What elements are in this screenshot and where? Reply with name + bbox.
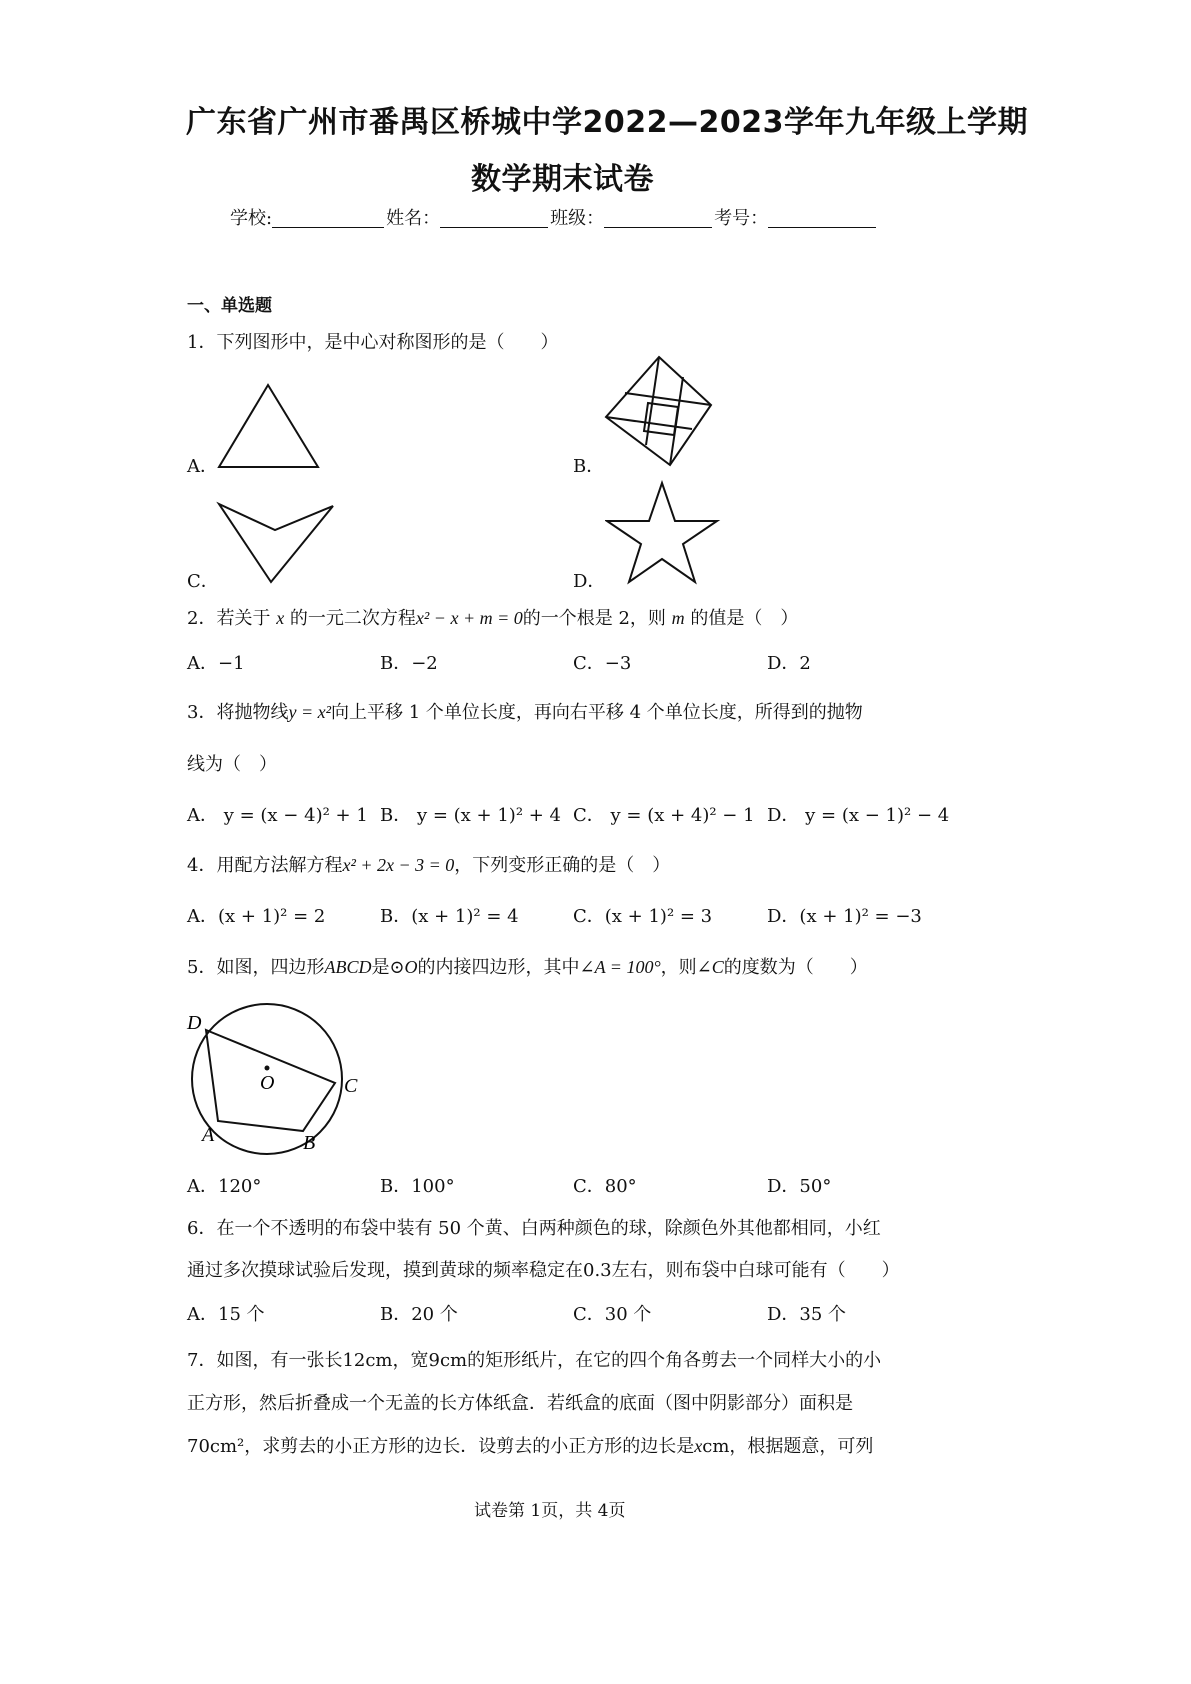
q2-var-m: m bbox=[671, 608, 685, 628]
q2-option-c[interactable]: C．−3 bbox=[573, 653, 632, 674]
q5-text-a: 5．如图，四边形 bbox=[187, 957, 325, 978]
q2-text-c: 的一个根是 2，则 bbox=[522, 608, 666, 629]
star-figure bbox=[605, 480, 721, 586]
q5-option-a[interactable]: A．120° bbox=[187, 1176, 262, 1197]
q5-option-d[interactable]: D．50° bbox=[767, 1176, 832, 1197]
label-a: A bbox=[202, 1124, 215, 1146]
triangle-figure bbox=[215, 382, 321, 470]
q2-text-b: 的一元二次方程 bbox=[289, 608, 416, 629]
q2-text-d: 的值是（ ） bbox=[690, 608, 799, 629]
q4-option-c[interactable]: C．(x + 1)² = 3 bbox=[573, 906, 713, 927]
q7-text-b: cm，根据题意，可列 bbox=[702, 1436, 874, 1457]
q5-angle-c: C bbox=[711, 957, 724, 977]
q6-option-b[interactable]: B．20 个 bbox=[380, 1304, 458, 1325]
q1-option-c-label: C． bbox=[187, 571, 219, 592]
q5-option-c[interactable]: C．80° bbox=[573, 1176, 637, 1197]
school-label: 学校: bbox=[230, 208, 273, 229]
pinwheel-square-figure bbox=[603, 355, 715, 470]
q7-stem-line3 bbox=[187, 1432, 873, 1458]
number-label: 考号： bbox=[714, 208, 769, 229]
q5-text-e: 的度数为（ ） bbox=[723, 957, 868, 978]
q1-option-d-label: D． bbox=[573, 571, 606, 592]
section-heading: 一、单选题 bbox=[187, 296, 272, 316]
q5-option-b[interactable]: B．100° bbox=[380, 1176, 455, 1197]
q5-stem bbox=[187, 953, 868, 979]
arrowhead-figure bbox=[215, 500, 339, 586]
q4-stem bbox=[187, 851, 670, 877]
q4-option-d[interactable]: D．(x + 1)² = −3 bbox=[767, 906, 922, 927]
q3-option-b[interactable]: B． y = (x + 1)² + 4 bbox=[380, 805, 562, 826]
q4-option-b[interactable]: B．(x + 1)² = 4 bbox=[380, 906, 519, 927]
q3-stem-line2: 线为（ ） bbox=[187, 754, 277, 775]
q4-text-b: ，下列变形正确的是（ ） bbox=[454, 855, 671, 876]
q3-option-a[interactable]: A． y = (x − 4)² + 1 bbox=[187, 805, 368, 826]
label-o: O bbox=[260, 1072, 275, 1094]
q1-stem: 1．下列图形中，是中心对称图形的是（ ） bbox=[187, 332, 559, 353]
q6-stem-line2: 通过多次摸球试验后发现，摸到黄球的频率稳定在0.3左右，则布袋中白球可能有（ ） bbox=[187, 1260, 900, 1281]
q3-stem-line1 bbox=[187, 698, 863, 724]
q5-circle-name: O bbox=[404, 957, 418, 977]
school-field[interactable] bbox=[272, 209, 384, 228]
exam-title-line2: 数学期末试卷 bbox=[471, 162, 654, 197]
label-c: C bbox=[344, 1075, 358, 1097]
q3-option-d[interactable]: D． y = (x − 1)² − 4 bbox=[767, 805, 950, 826]
q4-text-a: 4．用配方法解方程 bbox=[187, 855, 343, 876]
q2-option-d[interactable]: D．2 bbox=[767, 653, 811, 674]
q7-stem-line2: 正方形，然后折叠成一个无盖的长方体纸盒．若纸盒的底面（图中阴影部分）面积是 bbox=[187, 1393, 853, 1414]
exam-title-line1: 广东省广州市番禺区桥城中学2022—2023学年九年级上学期 bbox=[186, 105, 1028, 140]
q7-stem-line1: 7．如图，有一张长12cm，宽9cm的矩形纸片，在它的四个角各剪去一个同样大小的小 bbox=[187, 1350, 882, 1371]
q6-option-a[interactable]: A．15 个 bbox=[187, 1304, 265, 1325]
center-point bbox=[265, 1066, 270, 1071]
label-d: D bbox=[187, 1012, 202, 1034]
q1-option-b-label: B． bbox=[573, 456, 605, 477]
q2-text-a: 2．若关于 bbox=[187, 608, 271, 629]
q5-angle-a: A = 100° bbox=[594, 957, 661, 977]
q3-text-a: 3．将抛物线 bbox=[187, 702, 289, 723]
class-field[interactable] bbox=[604, 209, 712, 228]
q1-option-a-label: A． bbox=[187, 456, 218, 477]
q5-text-c: 的内接四边形，其中∠ bbox=[417, 957, 595, 978]
q4-equation: x² + 2x − 3 = 0 bbox=[342, 855, 455, 875]
q2-equation: x² − x + m = 0 bbox=[415, 608, 523, 628]
label-b: B bbox=[303, 1132, 316, 1154]
q3-text-b: 向上平移 1 个单位长度，再向右平移 4 个单位长度，所得到的抛物 bbox=[330, 702, 863, 723]
class-label: 班级： bbox=[550, 208, 605, 229]
page-footer: 试卷第 1页，共 4页 bbox=[474, 1501, 626, 1521]
student-info-row bbox=[230, 204, 878, 230]
q7-var-x: x bbox=[694, 1436, 703, 1456]
q3-equation: y = x² bbox=[288, 702, 331, 722]
q2-option-b[interactable]: B．−2 bbox=[380, 653, 438, 674]
q6-option-c[interactable]: C．30 个 bbox=[573, 1304, 652, 1325]
q6-option-d[interactable]: D．35 个 bbox=[767, 1304, 847, 1325]
inscribed-quadrilateral-figure bbox=[180, 1000, 380, 1160]
q5-text-d: ，则∠ bbox=[660, 957, 712, 978]
q4-option-a[interactable]: A．(x + 1)² = 2 bbox=[187, 906, 326, 927]
q5-quad: ABCD bbox=[324, 957, 372, 977]
name-field[interactable] bbox=[440, 209, 548, 228]
q5-text-b: 是⊙ bbox=[371, 957, 405, 978]
q2-option-a[interactable]: A．−1 bbox=[187, 653, 245, 674]
number-field[interactable] bbox=[768, 209, 876, 228]
q3-option-c[interactable]: C． y = (x + 4)² − 1 bbox=[573, 805, 755, 826]
q2-stem bbox=[187, 604, 798, 630]
name-label: 姓名： bbox=[386, 208, 441, 229]
q6-stem-line1: 6．在一个不透明的布袋中装有 50 个黄、白两种颜色的球，除颜色外其他都相同，小红 bbox=[187, 1218, 881, 1239]
q2-var-x: x bbox=[276, 608, 285, 628]
q7-text-a: 70cm²，求剪去的小正方形的边长．设剪去的小正方形的边长是 bbox=[187, 1436, 695, 1457]
